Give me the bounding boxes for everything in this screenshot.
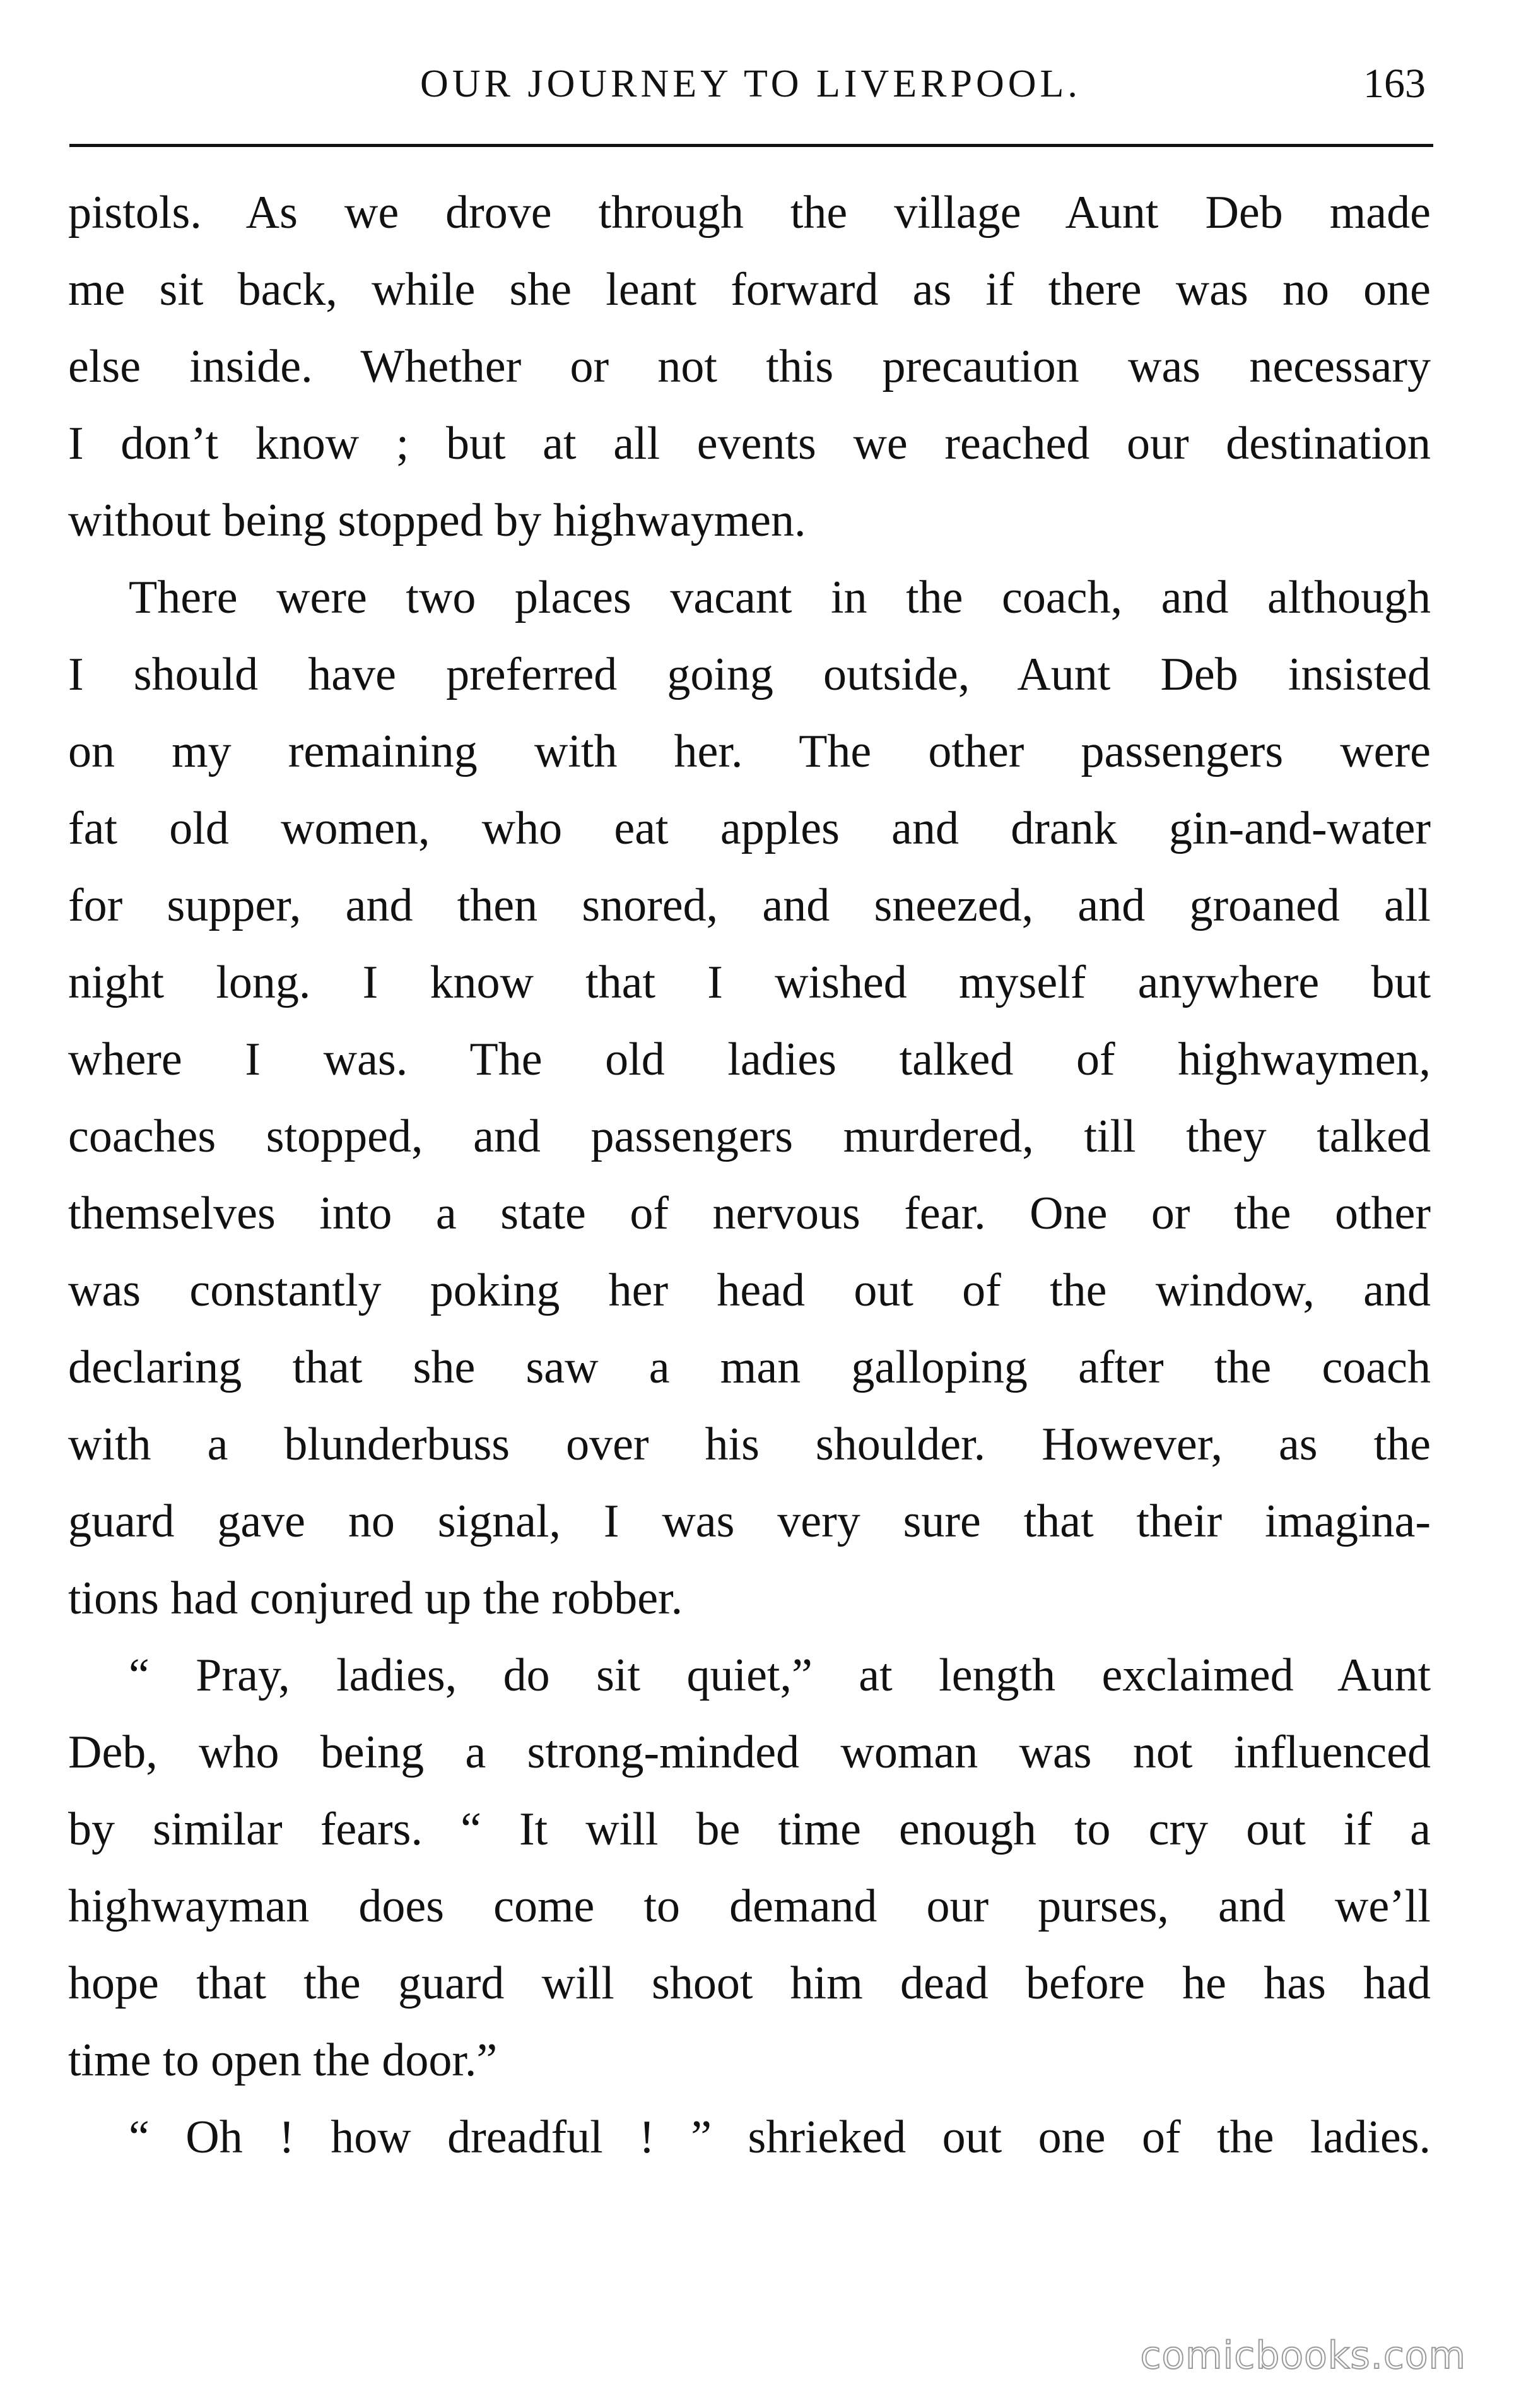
text-line: me sit back, while she leant forward as if there was no one <box>68 264 1431 316</box>
text-line: tions had conjured up the robber. <box>68 1573 683 1624</box>
text-line: night long. I know that I wished myself anywhere but <box>68 957 1431 1008</box>
text-line: I don’t know ; but at all events we reached our destination <box>68 418 1431 469</box>
text-line: pistols. As we drove through the village Aunt Deb made <box>68 187 1431 239</box>
text-line: by similar fears. “ It will be time enough to cry out if a <box>68 1803 1431 1855</box>
watermark: comicbooks.com <box>1140 2334 1466 2378</box>
text-line: without being stopped by highwaymen. <box>68 495 806 546</box>
text-line: Deb, who being a strong-minded woman was not influenced <box>68 1726 1431 1778</box>
text-line: “ Pray, ladies, do sit quiet,” at length exclaimed Aunt <box>129 1650 1431 1701</box>
text-line: There were two places vacant in the coach, and although <box>129 572 1431 623</box>
text-line: on my remaining with her. The other passengers were <box>68 726 1431 777</box>
text-line: hope that the guard will shoot him dead before he has had <box>68 1957 1431 2009</box>
running-head <box>69 56 1432 112</box>
text-line: where I was. The old ladies talked of highwaymen, <box>68 1034 1431 1085</box>
body-text <box>68 174 1431 2176</box>
text-line: guard gave no signal, I was very sure that their imagina- <box>68 1496 1431 1547</box>
text-line: with a blunderbuss over his shoulder. However, as the <box>68 1419 1431 1470</box>
text-line: else inside. Whether or not this precaution was necessary <box>68 341 1431 392</box>
text-line: for supper, and then snored, and sneezed, and groaned all <box>68 880 1431 931</box>
text-line: themselves into a state of nervous fear. One or the other <box>68 1188 1431 1239</box>
text-line: time to open the door.” <box>68 2034 498 2086</box>
running-title: OUR JOURNEY TO LIVERPOOL. <box>420 62 1081 105</box>
text-line: I should have preferred going outside, Aunt Deb insisted <box>68 649 1431 700</box>
page-number: 163 <box>1363 61 1426 107</box>
text-line: declaring that she saw a man galloping after the coach <box>68 1342 1431 1393</box>
text-line: highwayman does come to demand our purses, and we’ll <box>68 1880 1431 1932</box>
header-rule <box>69 144 1433 147</box>
text-line: was constantly poking her head out of the window, and <box>68 1265 1431 1316</box>
text-line: “ Oh ! how dreadful ! ” shrieked out one of the ladies. <box>129 2111 1431 2163</box>
text-line: fat old women, who eat apples and drank gin-and-water <box>68 803 1431 854</box>
text-line: coaches stopped, and passengers murdered, till they talked <box>68 1111 1431 1162</box>
